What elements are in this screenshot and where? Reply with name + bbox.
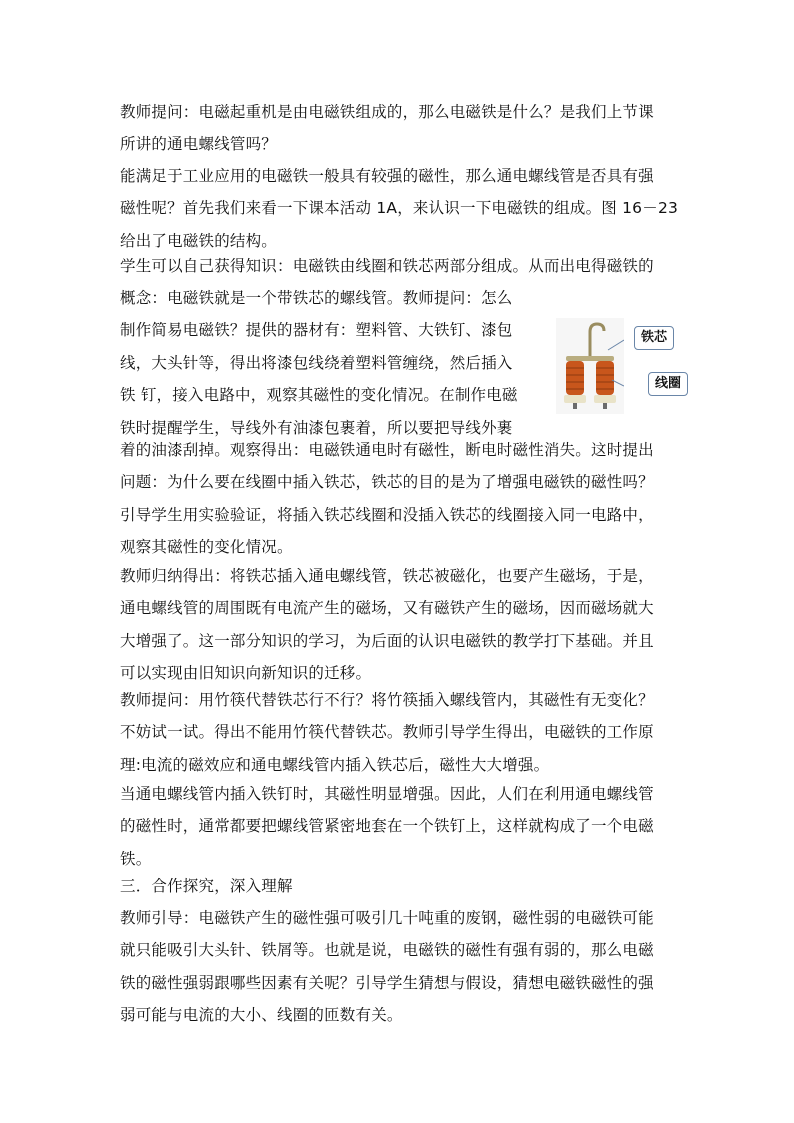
paragraph-wrapped-beside-figure <box>120 282 540 444</box>
text-line: 能满足于工业应用的电磁铁一般具有较强的磁性，那么通电螺线管是否具有强 <box>120 167 654 185</box>
text-line: 教师引导：电磁铁产生的磁性强可吸引几十吨重的废钢，磁性弱的电磁铁可能 <box>120 909 654 927</box>
section-heading <box>120 870 680 902</box>
paragraph-teacher-question-1 <box>120 96 680 161</box>
electromagnet-figure <box>556 318 696 416</box>
left-base <box>564 395 586 403</box>
text-line: 制作简易电磁铁？提供的器材有：塑料管、大铁钉、漆包 <box>120 321 513 340</box>
right-coil <box>596 361 614 395</box>
paragraph-bamboo-question <box>120 684 680 781</box>
text-line: 学生可以自己获得知识：电磁铁由线圈和铁芯两部分组成。从而出电得磁铁的 <box>120 257 654 275</box>
right-base <box>594 395 616 403</box>
paragraph-observation <box>120 434 680 564</box>
text-line: 铁时提醒学生，导线外有油漆包裹着，所以要把导线外裹 <box>120 418 513 437</box>
electromagnet-illustration <box>556 318 624 414</box>
text-line: 理:电流的磁效应和通电螺线管内插入铁芯后，磁性大大增强。 <box>120 755 550 774</box>
text-line: 通电螺线管的周围既有电流产生的磁场，又有磁铁产生的磁场，因而磁场就大 <box>120 599 654 618</box>
heading-text: 三．合作探究，深入理解 <box>120 877 293 895</box>
yoke-bar <box>566 356 614 361</box>
text-line: 引导学生用实验验证，将插入铁芯线圈和没插入铁芯的线圈接入同一电路中， <box>120 505 654 524</box>
paragraph-electromagnet-intro <box>120 160 680 257</box>
text-line: 弱可能与电流的大小、线圈的匝数有关。 <box>120 1006 403 1025</box>
text-line: 的磁性时，通常都要把螺线管紧密地套在一个铁钉上，这样就构成了一个电磁 <box>120 817 654 836</box>
text-line: 教师提问：电磁起重机是由电磁铁组成的，那么电磁铁是什么？是我们上节课 <box>120 103 654 121</box>
text-line: 概念：电磁铁就是一个带铁芯的螺线管。教师提问：怎么 <box>120 289 513 307</box>
text-line: 线，大头针等，得出将漆包线绕着塑料管缠绕，然后插入 <box>120 353 513 372</box>
text-line: 不妨试一试。得出不能用竹筷代替铁芯。教师引导学生得出，电磁铁的工作原 <box>120 723 654 742</box>
text-line: 当通电螺线管内插入铁钉时，其磁性明显增强。因此，人们在利用通电螺线管 <box>120 785 654 803</box>
text-line: 所讲的通电螺线管吗？ <box>120 135 278 154</box>
text-line: 教师归纳得出：将铁芯插入通电螺线管，铁芯被磁化，也要产生磁场，于是， <box>120 567 654 585</box>
text-line: 磁性呢？首先我们来看一下课本活动 1A，来认识一下电磁铁的组成。图 16－23 <box>120 199 679 218</box>
text-line: 铁。 <box>120 849 152 868</box>
text-line: 问题：为什么要在线圈中插入铁芯，铁芯的目的是为了增强电磁铁的磁性吗？ <box>120 473 654 492</box>
text-line: 给出了电磁铁的结构。 <box>120 231 278 250</box>
text-line: 教师提问：用竹筷代替铁芯行不行？将竹筷插入螺线管内，其磁性有无变化？ <box>120 691 654 709</box>
label-coil: 线圈 <box>648 372 688 396</box>
paragraph-iron-nail <box>120 778 680 875</box>
paragraph-student-knowledge <box>120 250 680 282</box>
text-line: 大增强了。这一部分知识的学习，为后面的认识电磁铁的教学打下基础。并且 <box>120 631 654 650</box>
text-line: 就只能吸引大头针、铁屑等。也就是说，电磁铁的磁性有强有弱的，那么电磁 <box>120 941 654 960</box>
label-iron-core: 铁芯 <box>634 326 674 350</box>
text-line: 着的油漆刮掉。观察得出：电磁铁通电时有磁性，断电时磁性消失。这时提出 <box>120 441 654 459</box>
text-line: 铁 钉，接入电路中，观察其磁性的变化情况。在制作电磁 <box>120 386 518 405</box>
paragraph-teacher-guidance <box>120 902 680 1032</box>
paragraph-teacher-summary <box>120 560 680 690</box>
text-line: 铁的磁性强弱跟哪些因素有关呢？引导学生猜想与假设，猜想电磁铁磁性的强 <box>120 973 654 992</box>
left-coil <box>566 361 584 395</box>
text-line: 可以实现由旧知识向新知识的迁移。 <box>120 664 372 683</box>
text-line: 观察其磁性的变化情况。 <box>120 538 293 557</box>
